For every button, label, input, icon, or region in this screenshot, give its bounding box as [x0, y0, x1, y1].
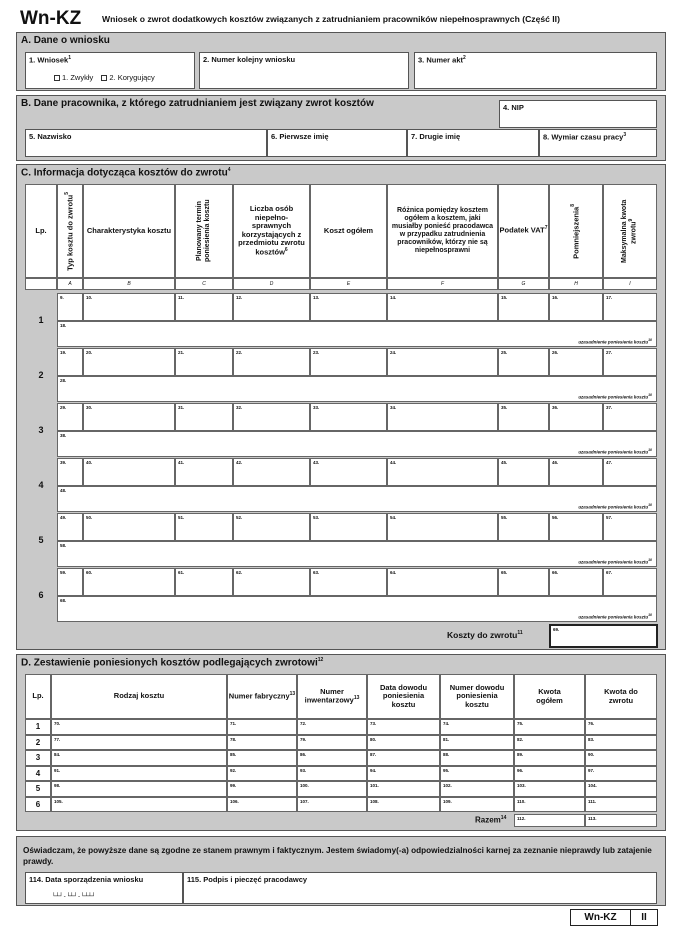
expense-field[interactable]: 101.: [367, 781, 440, 797]
expense-field[interactable]: 111.: [585, 797, 657, 813]
row-lp: 2: [25, 348, 57, 402]
field-drugie-imie[interactable]: [407, 129, 539, 157]
d-row-lp: 6: [25, 797, 51, 813]
expense-field[interactable]: 99.: [227, 781, 297, 797]
expense-field[interactable]: 102.: [440, 781, 514, 797]
cost-field[interactable]: 16.: [549, 293, 603, 321]
field-drugie-imie-label: 7. Drugie imię: [411, 132, 461, 141]
expense-field[interactable]: 98.: [51, 781, 227, 797]
col-pomniejszenia: Pomniejszenia$^8$: [549, 184, 603, 278]
row-lp: 1: [25, 293, 57, 347]
cost-field[interactable]: 39.: [57, 458, 83, 486]
expense-field[interactable]: 100.: [297, 781, 367, 797]
field-nip[interactable]: [499, 100, 657, 128]
expense-field[interactable]: 71.: [227, 719, 297, 735]
expense-field[interactable]: 97.: [585, 766, 657, 782]
field-nazwisko-label: 5. Nazwisko: [29, 132, 72, 141]
expense-field[interactable]: 103.: [514, 781, 585, 797]
d-row-lp: 5: [25, 781, 51, 797]
expense-field[interactable]: 72.: [297, 719, 367, 735]
row-lp: 6: [25, 568, 57, 622]
cost-field[interactable]: 51.: [175, 513, 233, 541]
field-podpis-label: 115. Podpis i pieczęć pracodawcy: [187, 875, 308, 884]
cost-field[interactable]: 55.: [498, 513, 549, 541]
field-numer-kolejny-label: 2. Numer kolejny wniosku: [203, 55, 296, 64]
cost-field[interactable]: 60.: [83, 568, 175, 596]
justification-field[interactable]: 68. uzasadnienie poniesienia kosztu$^{10}$: [57, 596, 657, 622]
expense-field[interactable]: 73.: [367, 719, 440, 735]
cost-field[interactable]: 30.: [83, 403, 175, 431]
section-d-title: D. Zestawienie poniesionych kosztów podlegających zwrotowi: [21, 657, 318, 669]
expense-field[interactable]: 81.: [440, 735, 514, 751]
cost-field[interactable]: 66.: [549, 568, 603, 596]
justification-note: uzasadnienie poniesienia kosztu$^{10}$: [578, 557, 652, 564]
expense-field[interactable]: 80.: [367, 735, 440, 751]
cost-field[interactable]: 33.: [310, 403, 387, 431]
cost-field[interactable]: 61.: [175, 568, 233, 596]
expense-field[interactable]: 88.: [440, 750, 514, 766]
cost-field[interactable]: 59.: [57, 568, 83, 596]
section-b-title: B. Dane pracownika, z którego zatrudnianiem jest związany zwrot kosztów: [21, 98, 374, 109]
d-col-data: Data dowodu poniesienia kosztu: [367, 674, 440, 719]
cost-field[interactable]: 34.: [387, 403, 498, 431]
expense-field[interactable]: 106.: [227, 797, 297, 813]
cost-field[interactable]: 37.: [603, 403, 657, 431]
cost-field[interactable]: 23.: [310, 348, 387, 376]
cost-field[interactable]: 13.: [310, 293, 387, 321]
expense-field[interactable]: 78.: [227, 735, 297, 751]
cost-field[interactable]: 31.: [175, 403, 233, 431]
field-wymiar-label: 8. Wymiar czasu pracy: [543, 132, 624, 142]
cost-field[interactable]: 17.: [603, 293, 657, 321]
cost-field[interactable]: 52.: [233, 513, 310, 541]
d-col-inwentarzowy: Numer inwentarzowy$^{13}$: [297, 674, 367, 719]
d-col-rodzaj: Rodzaj kosztu: [51, 674, 227, 719]
cost-field[interactable]: 22.: [233, 348, 310, 376]
cost-field[interactable]: 63.: [310, 568, 387, 596]
cost-field[interactable]: 26.: [549, 348, 603, 376]
checkbox-zwykly[interactable]: [54, 75, 60, 81]
cost-field[interactable]: 29.: [57, 403, 83, 431]
cost-field[interactable]: 19.: [57, 348, 83, 376]
cost-field[interactable]: 46.: [549, 458, 603, 486]
cost-field[interactable]: 49.: [57, 513, 83, 541]
cost-field[interactable]: 65.: [498, 568, 549, 596]
expense-field[interactable]: 107.: [297, 797, 367, 813]
section-a: [16, 32, 666, 91]
expense-field[interactable]: 74.: [440, 719, 514, 735]
razem-label: Razem$^{14}$: [475, 815, 507, 825]
expense-field[interactable]: 70.: [51, 719, 227, 735]
cost-field[interactable]: 40.: [83, 458, 175, 486]
col-koszt-ogolem: Koszt ogółem: [310, 184, 387, 278]
cost-field[interactable]: 20.: [83, 348, 175, 376]
field-numer-akt-label: 3. Numer akt: [418, 55, 464, 65]
letter-f: F: [387, 278, 498, 290]
field-pierwsze-imie[interactable]: [267, 129, 407, 157]
form-code: Wn-KZ: [20, 8, 82, 29]
field-pierwsze-imie-label: 6. Pierwsze imię: [271, 132, 329, 141]
cost-field[interactable]: 47.: [603, 458, 657, 486]
col-lp: Lp.: [25, 184, 57, 278]
cost-field[interactable]: 50.: [83, 513, 175, 541]
col-planowany: Planowany termin poniesienia kosztu: [175, 184, 233, 278]
section-a-title: A. Dane o wniosku: [21, 35, 110, 46]
col-charakterystyka: Charakterystyka kosztu: [83, 184, 175, 278]
expense-field[interactable]: 94.: [367, 766, 440, 782]
d-row-lp: 2: [25, 735, 51, 751]
cost-field[interactable]: 54.: [387, 513, 498, 541]
expense-field[interactable]: 83.: [585, 735, 657, 751]
justification-field[interactable]: 48. uzasadnienie poniesienia kosztu$^{10}$: [57, 486, 657, 512]
cost-field[interactable]: 25.: [498, 348, 549, 376]
expense-field[interactable]: 96.: [514, 766, 585, 782]
d-col-lp: Lp.: [25, 674, 51, 719]
footer-part: II: [641, 912, 647, 923]
checkbox-korygujacy[interactable]: [101, 75, 107, 81]
col-liczba: Liczba osób niepełno-sprawnych korzystających z przedmiotu zwrotu kosztów$^6$: [233, 184, 310, 278]
expense-field[interactable]: 84.: [51, 750, 227, 766]
justification-field[interactable]: 28. uzasadnienie poniesienia kosztu$^{10}$: [57, 376, 657, 402]
d-col-kwota-do-zwrotu: Kwota do zwrotu: [585, 674, 657, 719]
letter-e: E: [310, 278, 387, 290]
field-numer-kolejny[interactable]: [199, 52, 409, 89]
col-roznica: Różnica pomiędzy kosztem ogółem a kosztem, jaki musiałby ponieść pracodawca w przypadku zatrudnienia pracowników, którzy nie są niepełnosprawni: [387, 184, 498, 278]
letter-d: D: [233, 278, 310, 290]
cost-field[interactable]: 67.: [603, 568, 657, 596]
footer-code: Wn-KZ: [571, 910, 631, 925]
cost-field[interactable]: 42.: [233, 458, 310, 486]
justification-note: uzasadnienie poniesienia kosztu$^{10}$: [578, 502, 652, 509]
expense-field[interactable]: 109.: [440, 797, 514, 813]
expense-field[interactable]: 77.: [51, 735, 227, 751]
field-wniosek: 1. Wniosek$^1$ 1. Zwykły 2. Korygujący: [25, 52, 195, 89]
option-zwykly: 1. Zwykły: [62, 73, 94, 82]
section-c: C. Informacja dotycząca kosztów do zwrotu$^4$ Lp. Typ kosztu do zwrotu$^5$ Charakterystyka kosztu Planowany termin poniesienia kosztu Liczba osób niepełno-sprawnych korzystających z przedmiotu zwrotu kosztów$^6$ Koszt ogółem Różnica pomiędzy kosztem ogółem a kosztem, jaki musiałby ponieść pracodawca w przypadku zatrudnienia pracowników, którzy nie są niepełnosprawni Podatek VAT$^7$ Pomniejszenia$^8$ Maksymalna kwota zwrotu$^9$ A B C D E F G H I 1 9. 10. 11. 12. 13. 14. 15. 16. 17. 18. uzasadnienie poniesienia kosztu$^{10}$ 2 19. 20. 21. 22. 23. 24. 25. 26. 27. 28. uzasadnienie poniesienia kosztu$^{10}$ 3 29. 30. 31. 32. 33. 34. 35. 36. 37. 38. uzasadnienie poniesienia kosztu$^{10}$ 4 39. 40. 41. 42. 43. 44. 45. 46. 47. 48. uzasadnienie poniesienia kosztu$^{10}$ 5 49. 50. 51. 52. 53. 54. 55. 56. 57. 58. uzasadnienie poniesienia kosztu$^{10}$ 6 59. 60. 61. 62. 63. 64. 65. 66. 67. 68. uzasadnienie poniesienia kosztu$^{10}$ Koszty do zwrotu$^{11}$ 69.: [16, 164, 666, 650]
justification-field[interactable]: 58. uzasadnienie poniesienia kosztu$^{10}$: [57, 541, 657, 567]
cost-field[interactable]: 14.: [387, 293, 498, 321]
field-koszty-do-zwrotu[interactable]: 69.: [549, 624, 658, 648]
cost-field[interactable]: 32.: [233, 403, 310, 431]
justification-note: uzasadnienie poniesienia kosztu$^{10}$: [578, 612, 652, 619]
row-lp: 5: [25, 513, 57, 567]
cost-field[interactable]: 35.: [498, 403, 549, 431]
declaration-text: Oświadczam, że powyższe dane są zgodne ze stanem prawnym i faktycznym. Jestem świadomy(-a) odpowiedzialności karnej za zeznanie nieprawdy lub zatajenie prawdy.: [23, 846, 652, 867]
cost-field[interactable]: 45.: [498, 458, 549, 486]
expense-field[interactable]: 87.: [367, 750, 440, 766]
d-row-lp: 4: [25, 766, 51, 782]
expense-field[interactable]: 76.: [585, 719, 657, 735]
col-maksymalna: Maksymalna kwota zwrotu$^9$: [603, 184, 657, 278]
field-numer-akt[interactable]: 3. Numer akt$^2$: [414, 52, 657, 89]
cost-field[interactable]: 36.: [549, 403, 603, 431]
section-declaration: [16, 836, 666, 906]
option-korygujacy: 2. Korygujący: [109, 73, 155, 82]
cost-field[interactable]: 12.: [233, 293, 310, 321]
cost-field[interactable]: 44.: [387, 458, 498, 486]
field-data-sporzadzenia[interactable]: [25, 872, 183, 904]
row-lp: 3: [25, 403, 57, 457]
cost-field[interactable]: 21.: [175, 348, 233, 376]
cost-field[interactable]: 62.: [233, 568, 310, 596]
cost-field[interactable]: 11.: [175, 293, 233, 321]
justification-note: uzasadnienie poniesienia kosztu$^{10}$: [578, 392, 652, 399]
expense-field[interactable]: 75.: [514, 719, 585, 735]
expense-field[interactable]: 93.: [297, 766, 367, 782]
cost-field[interactable]: 57.: [603, 513, 657, 541]
d-col-fabryczny: Numer fabryczny$^{13}$: [227, 674, 297, 719]
cost-field[interactable]: 9.: [57, 293, 83, 321]
expense-field[interactable]: 90.: [585, 750, 657, 766]
field-wymiar[interactable]: 8. Wymiar czasu pracy$^3$: [539, 129, 657, 157]
cost-field[interactable]: 27.: [603, 348, 657, 376]
d-col-numer: Numer dowodu poniesienia kosztu: [440, 674, 514, 719]
justification-note: uzasadnienie poniesienia kosztu$^{10}$: [578, 337, 652, 344]
date-boxes: └┴┘-└┴┘-└┴┴┘: [52, 893, 96, 900]
letter-h: H: [549, 278, 603, 290]
justification-note: uzasadnienie poniesienia kosztu$^{10}$: [578, 447, 652, 454]
expense-field[interactable]: 85.: [227, 750, 297, 766]
cost-field[interactable]: 10.: [83, 293, 175, 321]
form-title: Wniosek o zwrot dodatkowych kosztów związanych z zatrudnianiem pracowników niepełnosprawnych (Część II): [102, 14, 560, 24]
field-nazwisko[interactable]: [25, 129, 267, 157]
letter-b: B: [83, 278, 175, 290]
cost-field[interactable]: 53.: [310, 513, 387, 541]
expense-field[interactable]: 92.: [227, 766, 297, 782]
expense-field[interactable]: 105.: [51, 797, 227, 813]
cost-field[interactable]: 43.: [310, 458, 387, 486]
expense-field[interactable]: 89.: [514, 750, 585, 766]
cost-field[interactable]: 64.: [387, 568, 498, 596]
field-wniosek-label: 1. Wniosek: [29, 55, 69, 65]
col-typ: Typ kosztu do zwrotu$^5$: [57, 184, 83, 278]
d-col-kwota-ogolem: Kwota ogółem: [514, 674, 585, 719]
field-razem-do-zwrotu[interactable]: 113.: [585, 814, 657, 827]
field-razem-ogolem[interactable]: 112.: [514, 814, 585, 827]
letter-c: C: [175, 278, 233, 290]
expense-field[interactable]: 110.: [514, 797, 585, 813]
d-row-lp: 1: [25, 719, 51, 735]
cost-field[interactable]: 24.: [387, 348, 498, 376]
expense-field[interactable]: 91.: [51, 766, 227, 782]
letter-g: G: [498, 278, 549, 290]
letter-a: A: [57, 278, 83, 290]
expense-field[interactable]: 82.: [514, 735, 585, 751]
expense-field[interactable]: 104.: [585, 781, 657, 797]
cost-field[interactable]: 41.: [175, 458, 233, 486]
justification-field[interactable]: 38. uzasadnienie poniesienia kosztu$^{10}$: [57, 431, 657, 457]
section-c-title: C. Informacja dotycząca kosztów do zwrotu: [21, 167, 228, 179]
field-nip-label: 4. NIP: [503, 103, 524, 112]
field-podpis[interactable]: [183, 872, 657, 904]
expense-field[interactable]: 95.: [440, 766, 514, 782]
section-b: [16, 95, 666, 161]
expense-field[interactable]: 79.: [297, 735, 367, 751]
letter-i: I: [603, 278, 657, 290]
expense-field[interactable]: 86.: [297, 750, 367, 766]
cost-field[interactable]: 56.: [549, 513, 603, 541]
d-row-lp: 3: [25, 750, 51, 766]
justification-field[interactable]: 18. uzasadnienie poniesienia kosztu$^{10}$: [57, 321, 657, 347]
expense-field[interactable]: 108.: [367, 797, 440, 813]
koszty-do-zwrotu-label: Koszty do zwrotu$^{11}$: [447, 630, 523, 640]
col-vat: Podatek VAT$^7$: [498, 184, 549, 278]
cost-field[interactable]: 15.: [498, 293, 549, 321]
footer-code-box: [570, 909, 658, 926]
section-d: D. Zestawienie poniesionych kosztów podlegających zwrotowi$^{12}$ Lp. Rodzaj kosztu Numer fabryczny$^{13}$ Numer inwentarzowy$^{13}$ Data dowodu poniesienia kosztu Numer dowodu poniesienia kosztu Kwota ogółem Kwota do zwrotu 1 70. 71. 72. 73. 74. 75. 76. 2 77. 78. 79. 80. 81. 82. 83. 3 84. 85. 86. 87. 88. 89. 90. 4 91. 92. 93. 94. 95. 96. 97. 5 98. 99. 100. 101. 102. 103. 104. 6 105. 106. 107. 108. 109. 110. 111. Razem$^{14}$ 112. 113.: [16, 654, 666, 831]
field-data-label: 114. Data sporządzenia wniosku: [29, 875, 144, 884]
row-lp: 4: [25, 458, 57, 512]
